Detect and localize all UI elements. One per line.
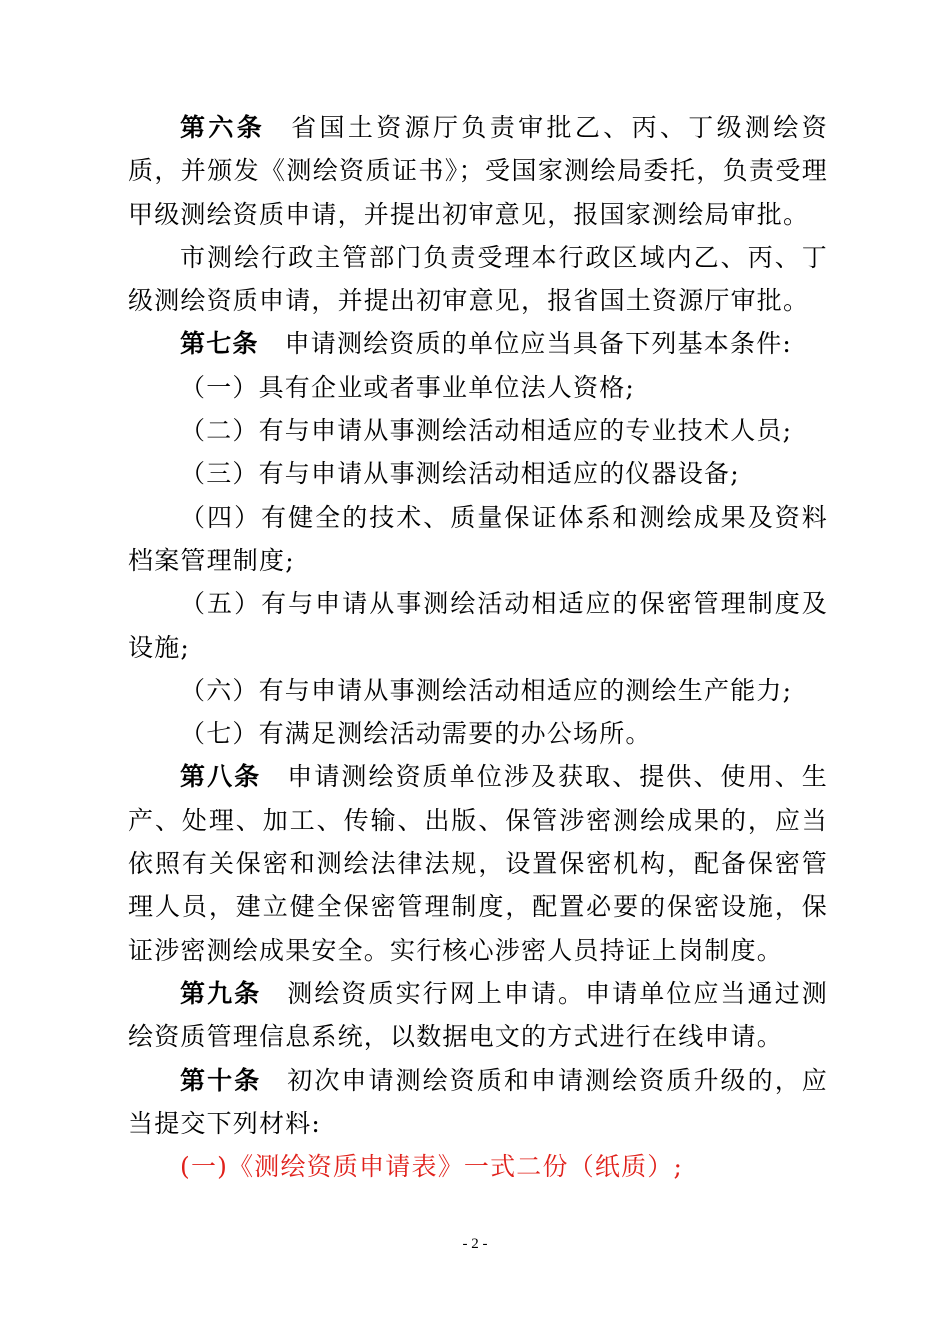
article-label: 第七条 (180, 329, 259, 359)
list-item-text: （七）有满足测绘活动需要的办公场所。 (180, 719, 652, 749)
article-label: 第九条 (180, 978, 262, 1008)
highlighted-item-text: (一)《测绘资质申请表》一式二份（纸质）; (180, 1152, 684, 1182)
article-text: 申请测绘资质单位涉及获取、提供、使用、生产、处理、加工、传输、出版、保管涉密测绘成果的，应当依照有关保密和测绘法律法规，设置保密机构，配备保密管理人员，建立健全保密管理制度，配置必要的保密设施，保证涉密测绘成果安全。实行核心涉密人员持证上岗制度。 (128, 762, 828, 965)
article-text: 测绘资质实行网上申请。申请单位应当通过测绘资质管理信息系统，以数据电文的方式进行在线申请。 (128, 978, 828, 1052)
page-number: - 2 - (462, 1236, 488, 1252)
list-item-text: （三）有与申请从事测绘活动相适应的仪器设备; (180, 459, 740, 489)
paragraph-text: 市测绘行政主管部门负责受理本行政区域内乙、丙、丁级测绘资质申请，并提出初审意见，报省国土资源厅审批。 (128, 242, 828, 316)
list-item (128, 452, 828, 495)
list-item (128, 496, 828, 583)
list-item-text: （六）有与申请从事测绘活动相适应的测绘生产能力; (180, 675, 793, 705)
list-item (128, 582, 828, 669)
article-label: 第六条 (180, 113, 266, 142)
document-body (128, 106, 828, 1188)
list-item (128, 366, 828, 409)
list-item-text: （一）具有企业或者事业单位法人资格; (180, 372, 636, 402)
article-label: 第十条 (180, 1065, 262, 1095)
article-label: 第八条 (180, 762, 262, 792)
article-10-paragraph (128, 1059, 828, 1146)
list-item-text: （四）有健全的技术、质量保证体系和测绘成果及资料档案管理制度; (128, 502, 828, 575)
article-text: 申请测绘资质的单位应当具备下列基本条件: (284, 329, 793, 359)
article-7-paragraph (128, 322, 828, 365)
paragraph (128, 236, 828, 323)
article-6-paragraph (128, 106, 828, 236)
article-text: 初次申请测绘资质和申请测绘资质升级的，应当提交下列材料: (128, 1065, 828, 1138)
list-item-text: （五）有与申请从事测绘活动相适应的保密管理制度及设施; (128, 589, 828, 662)
list-item (128, 669, 828, 712)
article-9-paragraph (128, 972, 828, 1059)
article-text: 省国土资源厅负责审批乙、丙、丁级测绘资质，并颁发《测绘资质证书》；受国家测绘局委托，负责受理甲级测绘资质申请，并提出初审意见，报国家测绘局审批。 (128, 113, 828, 229)
list-item (128, 409, 828, 452)
article-8-paragraph (128, 755, 828, 971)
list-item (128, 712, 828, 755)
highlighted-list-item (128, 1145, 828, 1188)
list-item-text: （二）有与申请从事测绘活动相适应的专业技术人员; (180, 416, 793, 446)
